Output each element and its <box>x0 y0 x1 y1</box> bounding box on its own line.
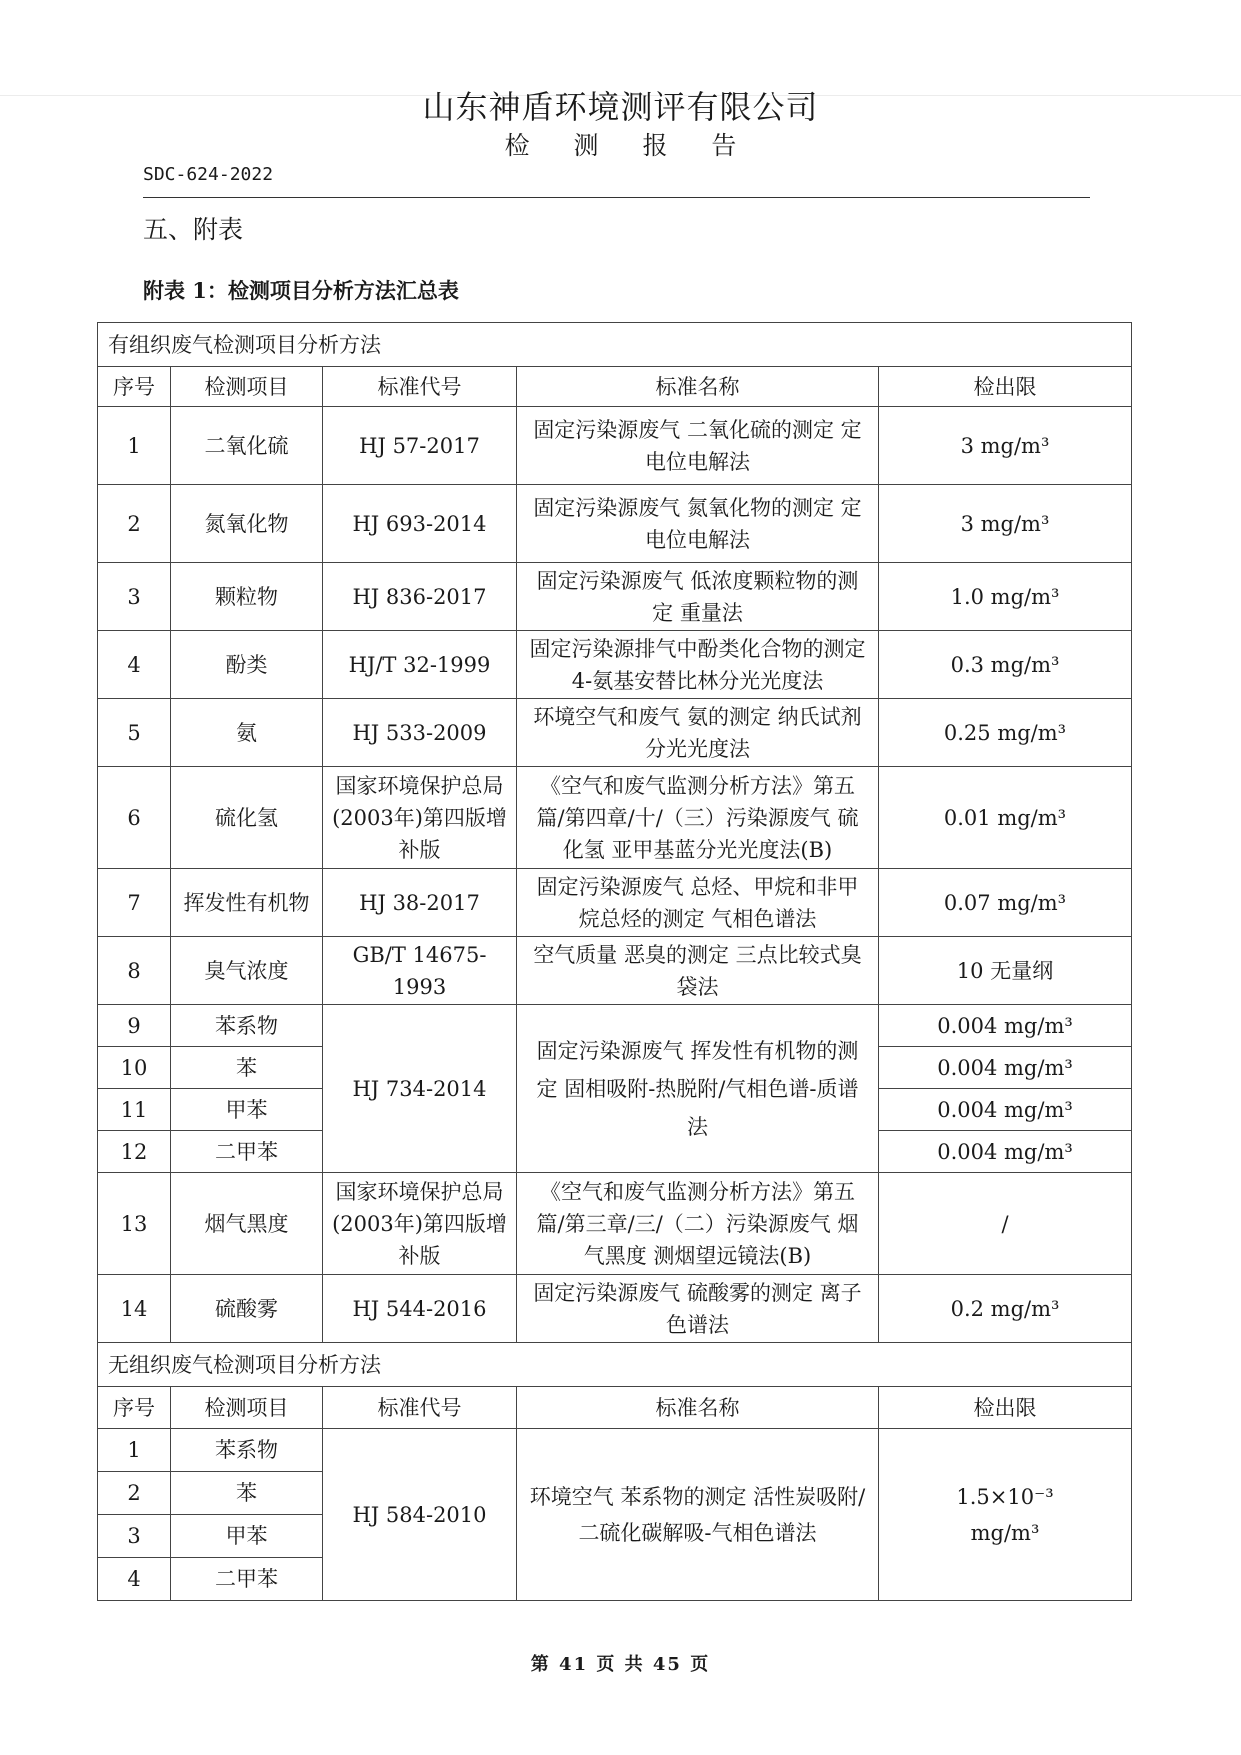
row-limit: / <box>879 1173 1132 1275</box>
organized-header-row <box>98 367 1132 407</box>
row-no: 5 <box>98 699 171 767</box>
unorganized-header-row <box>98 1387 1132 1429</box>
row-standard-name: 固定污染源废气 氮氧化物的测定 定电位电解法 <box>517 485 879 563</box>
table-row <box>98 1429 1132 1472</box>
group-code: HJ 734-2014 <box>323 1005 517 1173</box>
row-item: 臭气浓度 <box>171 937 323 1005</box>
col-header: 检出限 <box>879 1387 1132 1429</box>
table-row <box>98 1173 1132 1275</box>
row-no: 4 <box>98 631 171 699</box>
row-code: HJ 544-2016 <box>323 1275 517 1343</box>
row-item: 氨 <box>171 699 323 767</box>
row-item: 二甲苯 <box>171 1558 323 1601</box>
row-code: HJ 38-2017 <box>323 869 517 937</box>
table-row <box>98 1005 1132 1047</box>
row-item: 苯系物 <box>171 1005 323 1047</box>
row-limit: 0.004 mg/m³ <box>879 1131 1132 1173</box>
row-code: GB/T 14675-1993 <box>323 937 517 1005</box>
unorganized-heading: 无组织废气检测项目分析方法 <box>98 1343 1132 1387</box>
table-row <box>98 869 1132 937</box>
col-header: 检出限 <box>879 367 1132 407</box>
row-no: 9 <box>98 1005 171 1047</box>
organized-heading: 有组织废气检测项目分析方法 <box>98 323 1132 367</box>
row-no: 7 <box>98 869 171 937</box>
row-standard-name: 固定污染源废气 低浓度颗粒物的测定 重量法 <box>517 563 879 631</box>
row-item: 苯 <box>171 1472 323 1515</box>
row-code: 国家环境保护总局(2003年)第四版增补版 <box>323 1173 517 1275</box>
row-no: 3 <box>98 1515 171 1558</box>
row-standard-name: 空气质量 恶臭的测定 三点比较式臭袋法 <box>517 937 879 1005</box>
row-item: 二氧化硫 <box>171 407 323 485</box>
row-code: HJ 693-2014 <box>323 485 517 563</box>
row-no: 13 <box>98 1173 171 1275</box>
row-standard-name: 《空气和废气监测分析方法》第五篇/第四章/十/（三）污染源废气 硫化氢 亚甲基蓝分光光度法(B) <box>517 767 879 869</box>
row-limit: 1.0 mg/m³ <box>879 563 1132 631</box>
table-title: 附表 1：检测项目分析方法汇总表 <box>143 278 459 303</box>
header-divider <box>143 197 1090 198</box>
row-limit: 0.004 mg/m³ <box>879 1005 1132 1047</box>
row-item: 烟气黑度 <box>171 1173 323 1275</box>
row-code: HJ 533-2009 <box>323 699 517 767</box>
col-header: 序号 <box>98 1387 171 1429</box>
row-item: 挥发性有机物 <box>171 869 323 937</box>
table-row <box>98 485 1132 563</box>
company-name: 山东神盾环境测评有限公司 <box>422 88 819 126</box>
table-row <box>98 631 1132 699</box>
row-standard-name: 固定污染源排气中酚类化合物的测定 4-氨基安替比林分光光度法 <box>517 631 879 699</box>
col-header: 序号 <box>98 367 171 407</box>
row-standard-name: 环境空气和废气 氨的测定 纳氏试剂分光光度法 <box>517 699 879 767</box>
row-limit: 0.3 mg/m³ <box>879 631 1132 699</box>
row-standard-name: 固定污染源废气 二氧化硫的测定 定电位电解法 <box>517 407 879 485</box>
row-no: 2 <box>98 1472 171 1515</box>
group-standard-name: 环境空气 苯系物的测定 活性炭吸附/二硫化碳解吸-气相色谱法 <box>517 1429 879 1601</box>
section-title: 五、附表 <box>143 215 244 244</box>
row-limit: 3 mg/m³ <box>879 407 1132 485</box>
row-no: 4 <box>98 1558 171 1601</box>
row-item: 甲苯 <box>171 1089 323 1131</box>
row-standard-name: 固定污染源废气 硫酸雾的测定 离子色谱法 <box>517 1275 879 1343</box>
row-limit: 0.25 mg/m³ <box>879 699 1132 767</box>
row-item: 甲苯 <box>171 1515 323 1558</box>
row-code: 国家环境保护总局(2003年)第四版增补版 <box>323 767 517 869</box>
row-no: 11 <box>98 1089 171 1131</box>
group-code: HJ 584-2010 <box>323 1429 517 1601</box>
row-item: 酚类 <box>171 631 323 699</box>
table-row <box>98 699 1132 767</box>
row-limit: 0.004 mg/m³ <box>879 1047 1132 1089</box>
report-number: SDC-624-2022 <box>143 164 274 185</box>
group-standard-name: 固定污染源废气 挥发性有机物的测定 固相吸附-热脱附/气相色谱-质谱法 <box>517 1005 879 1173</box>
row-item: 苯系物 <box>171 1429 323 1472</box>
row-limit: 3 mg/m³ <box>879 485 1132 563</box>
row-no: 12 <box>98 1131 171 1173</box>
table-row <box>98 563 1132 631</box>
col-header: 标准名称 <box>517 1387 879 1429</box>
row-item: 颗粒物 <box>171 563 323 631</box>
group-limit: 1.5×10⁻³ mg/m³ <box>879 1429 1132 1601</box>
row-no: 2 <box>98 485 171 563</box>
methods-table <box>97 322 1131 1601</box>
table-row <box>98 767 1132 869</box>
row-standard-name: 固定污染源废气 总烃、甲烷和非甲烷总烃的测定 气相色谱法 <box>517 869 879 937</box>
row-no: 1 <box>98 407 171 485</box>
row-limit: 10 无量纲 <box>879 937 1132 1005</box>
row-no: 1 <box>98 1429 171 1472</box>
row-limit: 0.01 mg/m³ <box>879 767 1132 869</box>
row-item: 硫化氢 <box>171 767 323 869</box>
table-row <box>98 407 1132 485</box>
page-number: 第 41 页 共 45 页 <box>530 1654 711 1675</box>
col-header: 检测项目 <box>171 367 323 407</box>
table-row <box>98 937 1132 1005</box>
col-header: 标准名称 <box>517 367 879 407</box>
row-standard-name: 《空气和废气监测分析方法》第五篇/第三章/三/（二）污染源废气 烟气黑度 测烟望远镜法(B) <box>517 1173 879 1275</box>
row-no: 6 <box>98 767 171 869</box>
row-item: 氮氧化物 <box>171 485 323 563</box>
row-no: 10 <box>98 1047 171 1089</box>
row-item: 硫酸雾 <box>171 1275 323 1343</box>
row-no: 14 <box>98 1275 171 1343</box>
row-limit: 0.2 mg/m³ <box>879 1275 1132 1343</box>
table-row <box>98 1275 1132 1343</box>
row-code: HJ 836-2017 <box>323 563 517 631</box>
row-limit: 0.004 mg/m³ <box>879 1089 1132 1131</box>
row-no: 3 <box>98 563 171 631</box>
row-limit: 0.07 mg/m³ <box>879 869 1132 937</box>
row-code: HJ/T 32-1999 <box>323 631 517 699</box>
row-item: 苯 <box>171 1047 323 1089</box>
col-header: 检测项目 <box>171 1387 323 1429</box>
row-no: 8 <box>98 937 171 1005</box>
row-item: 二甲苯 <box>171 1131 323 1173</box>
col-header: 标准代号 <box>323 367 517 407</box>
row-code: HJ 57-2017 <box>323 407 517 485</box>
document-type: 检 测 报 告 <box>504 131 755 160</box>
col-header: 标准代号 <box>323 1387 517 1429</box>
